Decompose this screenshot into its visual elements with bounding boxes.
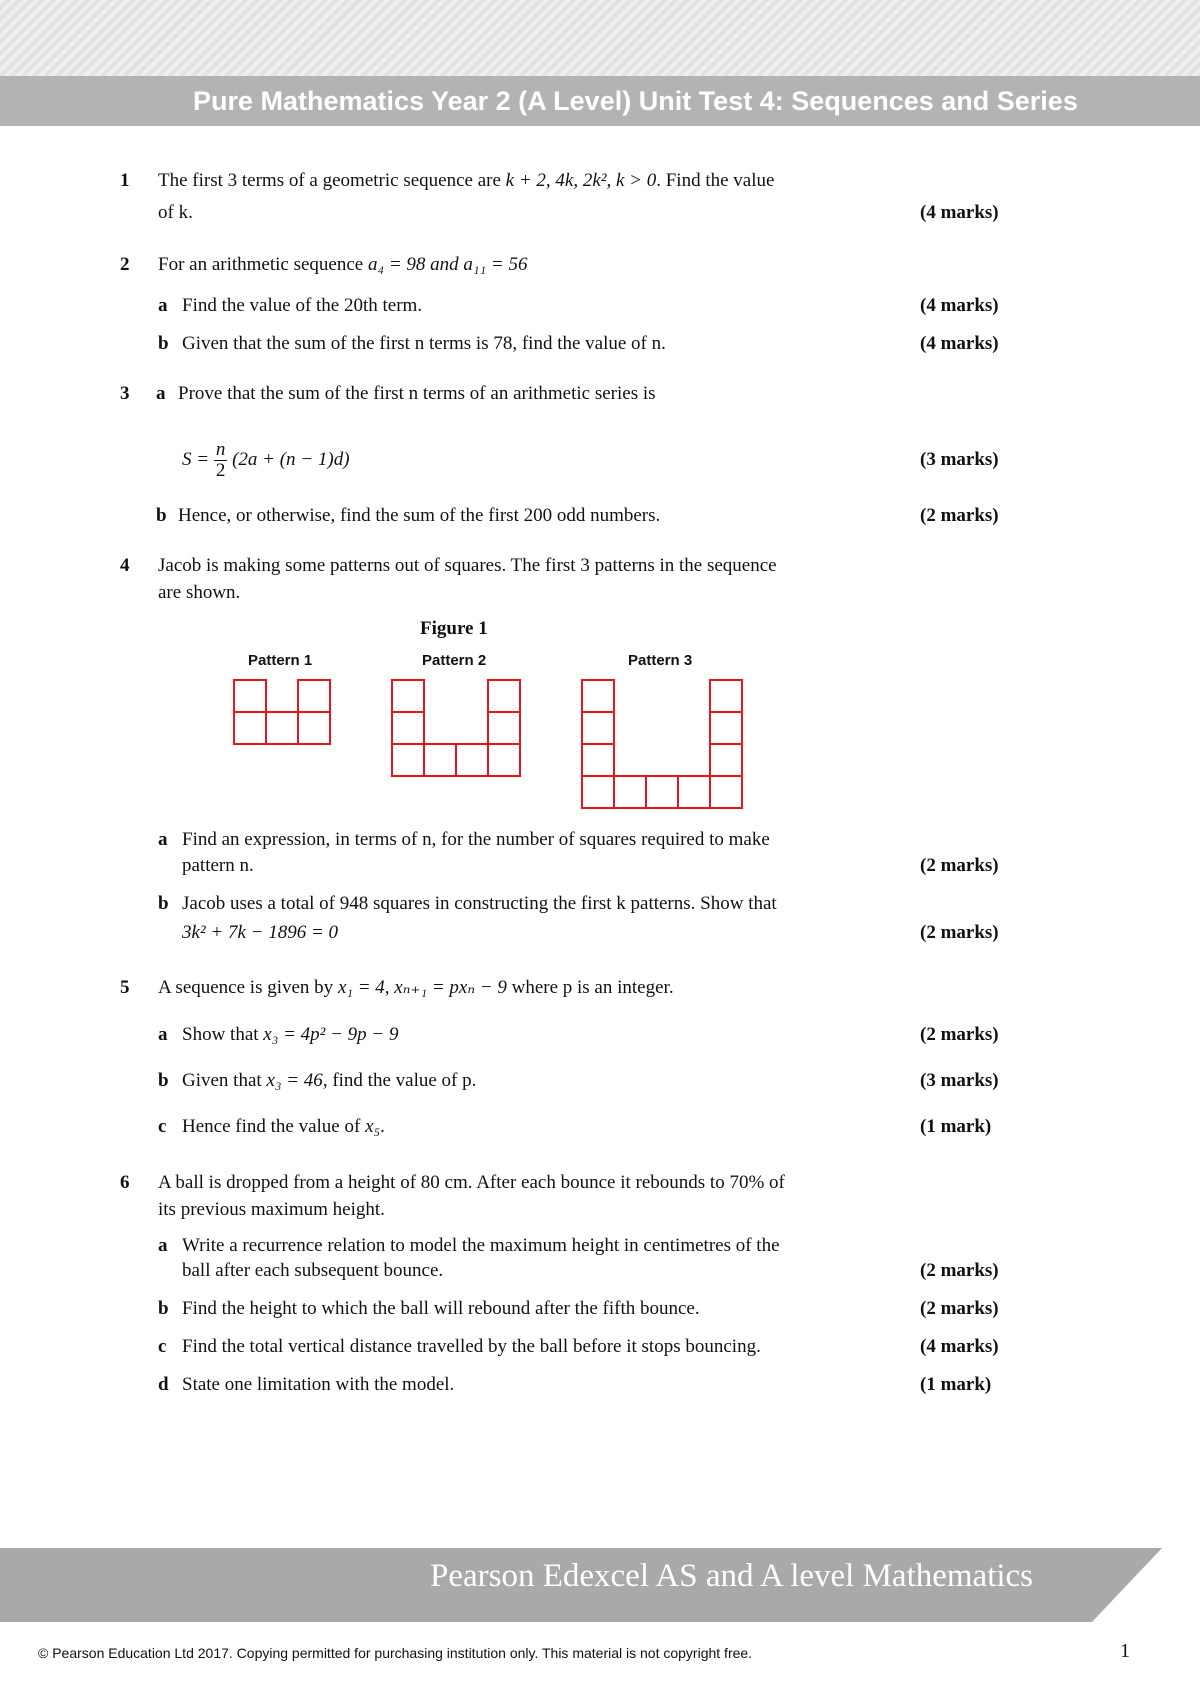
question-6-line2: its previous maximum height. xyxy=(158,1199,385,1220)
question-4-number: 4 xyxy=(120,555,130,576)
pattern-1-square xyxy=(266,712,298,744)
pattern-3-square xyxy=(582,680,614,712)
question-4-line1: Jacob is making some patterns out of squares. The first 3 patterns in the sequence xyxy=(158,555,777,576)
question-6c-marks: (4 marks) xyxy=(920,1336,999,1357)
question-3a-text: Prove that the sum of the first n terms of an arithmetic series is xyxy=(178,383,656,404)
question-2b-marks: (4 marks) xyxy=(920,333,999,354)
pattern-2-square xyxy=(392,744,424,776)
pattern-2-square xyxy=(392,712,424,744)
pattern-3-square xyxy=(678,776,710,808)
question-3-number: 3 xyxy=(120,383,130,404)
pattern-3-square xyxy=(710,712,742,744)
figure-title: Figure 1 xyxy=(420,618,488,639)
question-6a-line2: ball after each subsequent bounce. xyxy=(182,1260,444,1281)
pattern-2-square xyxy=(424,744,456,776)
question-3b-label: b xyxy=(156,505,167,526)
pattern-3-square xyxy=(582,776,614,808)
question-2-math: a₄ = 98 and a₁₁ = 56 xyxy=(367,254,528,275)
question-1-number: 1 xyxy=(120,170,130,191)
question-5b-text: Given that x₃ = 46, find the value of p. xyxy=(182,1070,477,1091)
question-1-marks: (4 marks) xyxy=(920,202,999,223)
pattern-2-square xyxy=(488,712,520,744)
question-5a-text: Show that x₃ = 4p² − 9p − 9 xyxy=(182,1024,399,1045)
question-5c-label: c xyxy=(158,1116,167,1137)
question-6b-label: b xyxy=(158,1298,169,1319)
question-1-line2: of k. xyxy=(158,202,193,223)
question-1-math: k + 2, 4k, 2k², k > 0 xyxy=(505,170,657,191)
pattern-1-label: Pattern 1 xyxy=(248,652,313,669)
question-5c-marks: (1 mark) xyxy=(920,1116,992,1137)
question-4a-line2: pattern n. xyxy=(182,855,254,876)
question-2a-marks: (4 marks) xyxy=(920,295,999,316)
question-1-text: The first 3 terms of a geometric sequence are k + 2, 4k, 2k², k > 0. Find the value xyxy=(158,170,775,191)
question-5c-text: Hence find the value of x₅. xyxy=(182,1116,385,1137)
pattern-3-square xyxy=(646,776,678,808)
question-5a-label: a xyxy=(158,1024,168,1045)
question-4b-math: 3k² + 7k − 1896 = 0 xyxy=(182,922,339,943)
pattern-3-square xyxy=(582,744,614,776)
pattern-3-square xyxy=(614,776,646,808)
pattern-2-square xyxy=(392,680,424,712)
question-5b-marks: (3 marks) xyxy=(920,1070,999,1091)
question-6-number: 6 xyxy=(120,1172,130,1193)
question-5-math: x₁ = 4, xₙ₊₁ = pxₙ − 9 xyxy=(337,977,507,998)
sum-formula: S = $\frac{n}{2}$ (2a + (n − 1)d) xyxy=(182,439,350,481)
pattern-3-square xyxy=(710,680,742,712)
question-4a-line1: Find an expression, in terms of n, for the number of squares required to make xyxy=(182,829,770,850)
page-number: 1 xyxy=(1120,1640,1130,1662)
question-5-number: 5 xyxy=(120,977,130,998)
pattern-1-square xyxy=(234,680,266,712)
question-4b-line1: Jacob uses a total of 948 squares in constructing the first k patterns. Show that xyxy=(182,893,777,914)
pattern-2-square xyxy=(488,680,520,712)
copyright-notice: © Pearson Education Ltd 2017. Copying permitted for purchasing institution only. This material is not copyright free. xyxy=(38,1645,753,1661)
pattern-3-square xyxy=(710,744,742,776)
pattern-2-square xyxy=(488,744,520,776)
question-2a-text: Find the value of the 20th term. xyxy=(182,295,423,316)
question-3a-marks: (3 marks) xyxy=(920,449,999,470)
question-6a-marks: (2 marks) xyxy=(920,1260,999,1281)
question-2b-label: b xyxy=(158,333,169,354)
question-6d-line1: State one limitation with the model. xyxy=(182,1374,455,1395)
page-title: Pure Mathematics Year 2 (A Level) Unit Test 4: Sequences and Series xyxy=(193,86,1078,116)
question-6d-marks: (1 mark) xyxy=(920,1374,992,1395)
pattern-3-square xyxy=(710,776,742,808)
pattern-3-label: Pattern 3 xyxy=(628,652,693,669)
question-5-text: A sequence is given by x₁ = 4, xₙ₊₁ = pxₙ − 9 where p is an integer. xyxy=(158,977,674,998)
pattern-1-square xyxy=(298,712,330,744)
question-2-text: For an arithmetic sequence a₄ = 98 and a₁₁ = 56 xyxy=(158,254,528,275)
question-6c-line1: Find the total vertical distance travelled by the ball before it stops bouncing. xyxy=(182,1336,761,1357)
question-2-number: 2 xyxy=(120,254,130,275)
question-6d-label: d xyxy=(158,1374,169,1395)
question-6-line1: A ball is dropped from a height of 80 cm. After each bounce it rebounds to 70% of xyxy=(158,1172,785,1193)
question-2b-text: Given that the sum of the first n terms is 78, find the value of n. xyxy=(182,333,666,354)
question-4a-marks: (2 marks) xyxy=(920,855,999,876)
question-2a-label: a xyxy=(158,295,168,316)
question-3a-label: a xyxy=(156,383,166,404)
pattern-1-square xyxy=(298,680,330,712)
question-4b-label: b xyxy=(158,893,169,914)
question-6a-label: a xyxy=(158,1235,168,1256)
footer-title: Pearson Edexcel AS and A level Mathematics xyxy=(430,1558,1034,1594)
pattern-1-square xyxy=(234,712,266,744)
question-3b-marks: (2 marks) xyxy=(920,505,999,526)
question-5b-label: b xyxy=(158,1070,169,1091)
question-6c-label: c xyxy=(158,1336,167,1357)
question-4a-label: a xyxy=(158,829,168,850)
question-6b-line1: Find the height to which the ball will rebound after the fifth bounce. xyxy=(182,1298,700,1319)
pattern-2-label: Pattern 2 xyxy=(422,652,487,669)
question-3b-text: Hence, or otherwise, find the sum of the first 200 odd numbers. xyxy=(178,505,661,526)
question-4b-marks: (2 marks) xyxy=(920,922,999,943)
question-6b-marks: (2 marks) xyxy=(920,1298,999,1319)
pattern-3-square xyxy=(582,712,614,744)
pattern-2-square xyxy=(456,744,488,776)
question-6a-line1: Write a recurrence relation to model the maximum height in centimetres of the xyxy=(182,1235,780,1256)
question-5a-marks: (2 marks) xyxy=(920,1024,999,1045)
question-4-line2: are shown. xyxy=(158,582,241,603)
